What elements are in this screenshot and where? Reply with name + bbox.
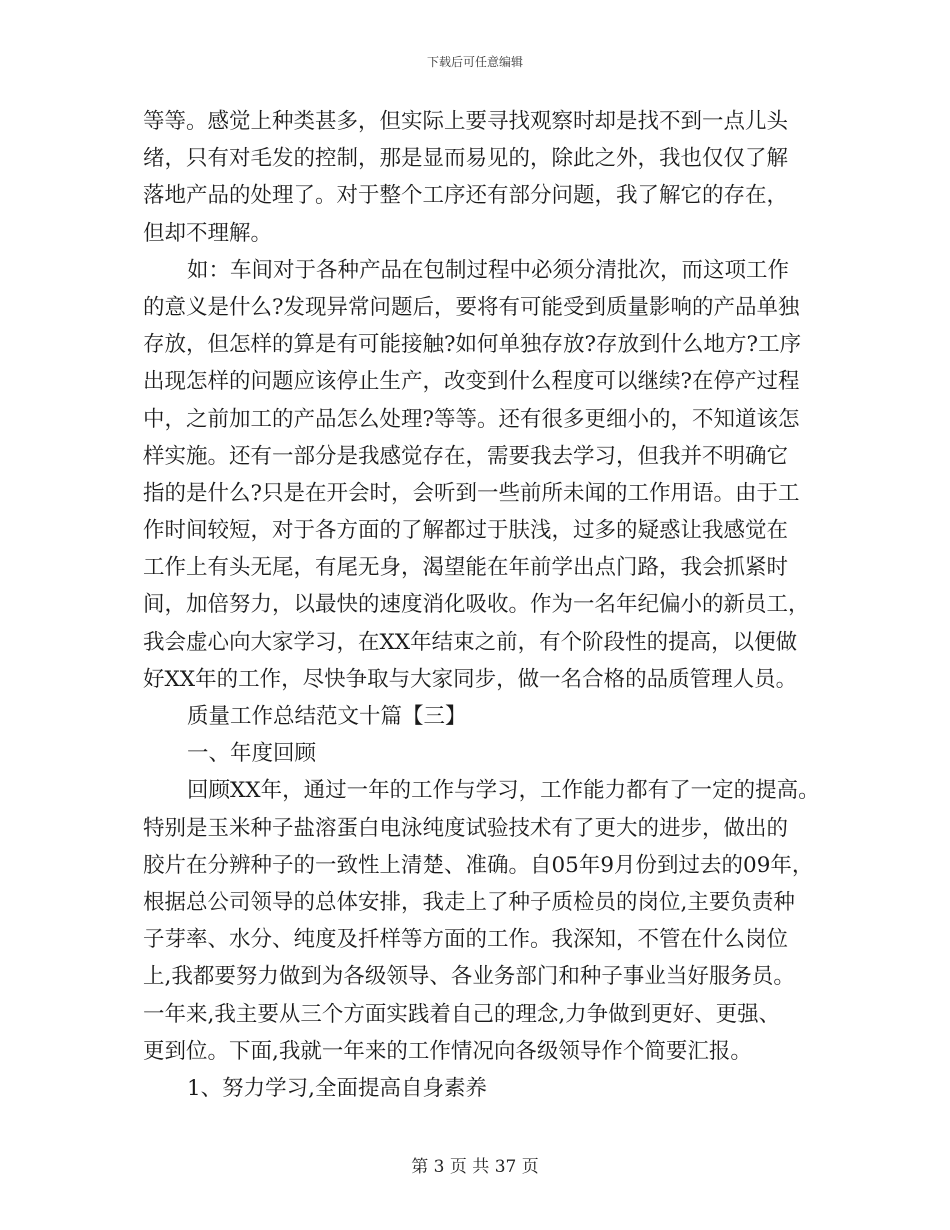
text-line: 上,我都要努力做到为各级领导、各业务部门和种子事业当好服务员。 [143,964,795,990]
text-line: 间，加倍努力，以最快的速度消化吸收。作为一名年纪偏小的新员工， [143,592,810,618]
text-line: 绪，只有对毛发的控制，那是显而易见的，除此之外，我也仅仅了解 [143,146,789,172]
text-line: 胶片在分辨种子的一致性上清楚、准确。自05年9月份到过去的09年， [143,852,814,878]
text-line: 特别是玉米种子盐溶蛋白电泳纯度试验技术有了更大的进步，做出的 [143,815,789,841]
text-line: 中，之前加工的产品怎么处理?等等。还有很多更细小的，不知道该怎 [143,406,800,432]
document-body [143,103,823,1107]
text-line: 工作上有头无尾，有尾无身，渴望能在年前学出点门路，我会抓紧时 [143,555,789,581]
text-line: 指的是什么?只是在开会时，会听到一些前所未闻的工作用语。由于工 [143,480,800,506]
text-line: 等等。感觉上种类甚多，但实际上要寻找观察时却是找不到一点儿头 [143,109,789,134]
text-line: 如：车间对于各种产品在包制过程中必须分清批次，而这项工作 [187,257,790,283]
text-line: 我会虚心向大家学习，在XX年结束之前，有个阶段性的提高，以便做 [143,629,798,655]
text-line: 但却不理解。 [143,220,273,246]
section-heading: 质量工作总结范文十篇【三】 [187,704,467,729]
text-line: 出现怎样的问题应该停止生产，改变到什么程度可以继续?在停产过程 [143,369,800,395]
text-line: 好XX年的工作，尽快争取与大家同步，做一名合格的品质管理人员。 [143,666,798,692]
text-line: 子芽率、水分、纯度及扦样等方面的工作。我深知，不管在什么岗位 [143,927,789,953]
page-header: 下载后可任意编辑 [426,55,523,69]
page-footer: 第 3 页 共 37 页 [411,1157,539,1177]
subsection-heading: 1、努力学习,全面提高自身素养 [187,1075,488,1101]
text-line: 落地产品的处理了。对于整个工序还有部分问题，我了解它的存在， [143,183,789,209]
text-line: 回顾XX年，通过一年的工作与学习，工作能力都有了一定的提高。 [187,778,820,804]
text-line: 的意义是什么?发现异常问题后，要将有可能受到质量影响的产品单独 [143,294,800,320]
text-line: 样实施。还有一部分是我感觉存在，需要我去学习，但我并不明确它 [143,443,789,469]
text-line: 更到位。下面,我就一年来的工作情况向各级领导作个简要汇报。 [143,1038,752,1064]
text-line: 根据总公司领导的总体安排，我走上了种子质检员的岗位,主要负责种 [143,889,795,915]
text-line: 存放，但怎样的算是有可能接触?如何单独存放?存放到什么地方?工序 [143,332,802,358]
subsection-heading: 一、年度回顾 [187,741,317,767]
text-line: 作时间较短，对于各方面的了解都过于肤浅，过多的疑惑让我感觉在 [143,518,789,544]
text-line: 一年来,我主要从三个方面实践着自己的理念,力争做到更好、更强、 [143,1001,781,1027]
